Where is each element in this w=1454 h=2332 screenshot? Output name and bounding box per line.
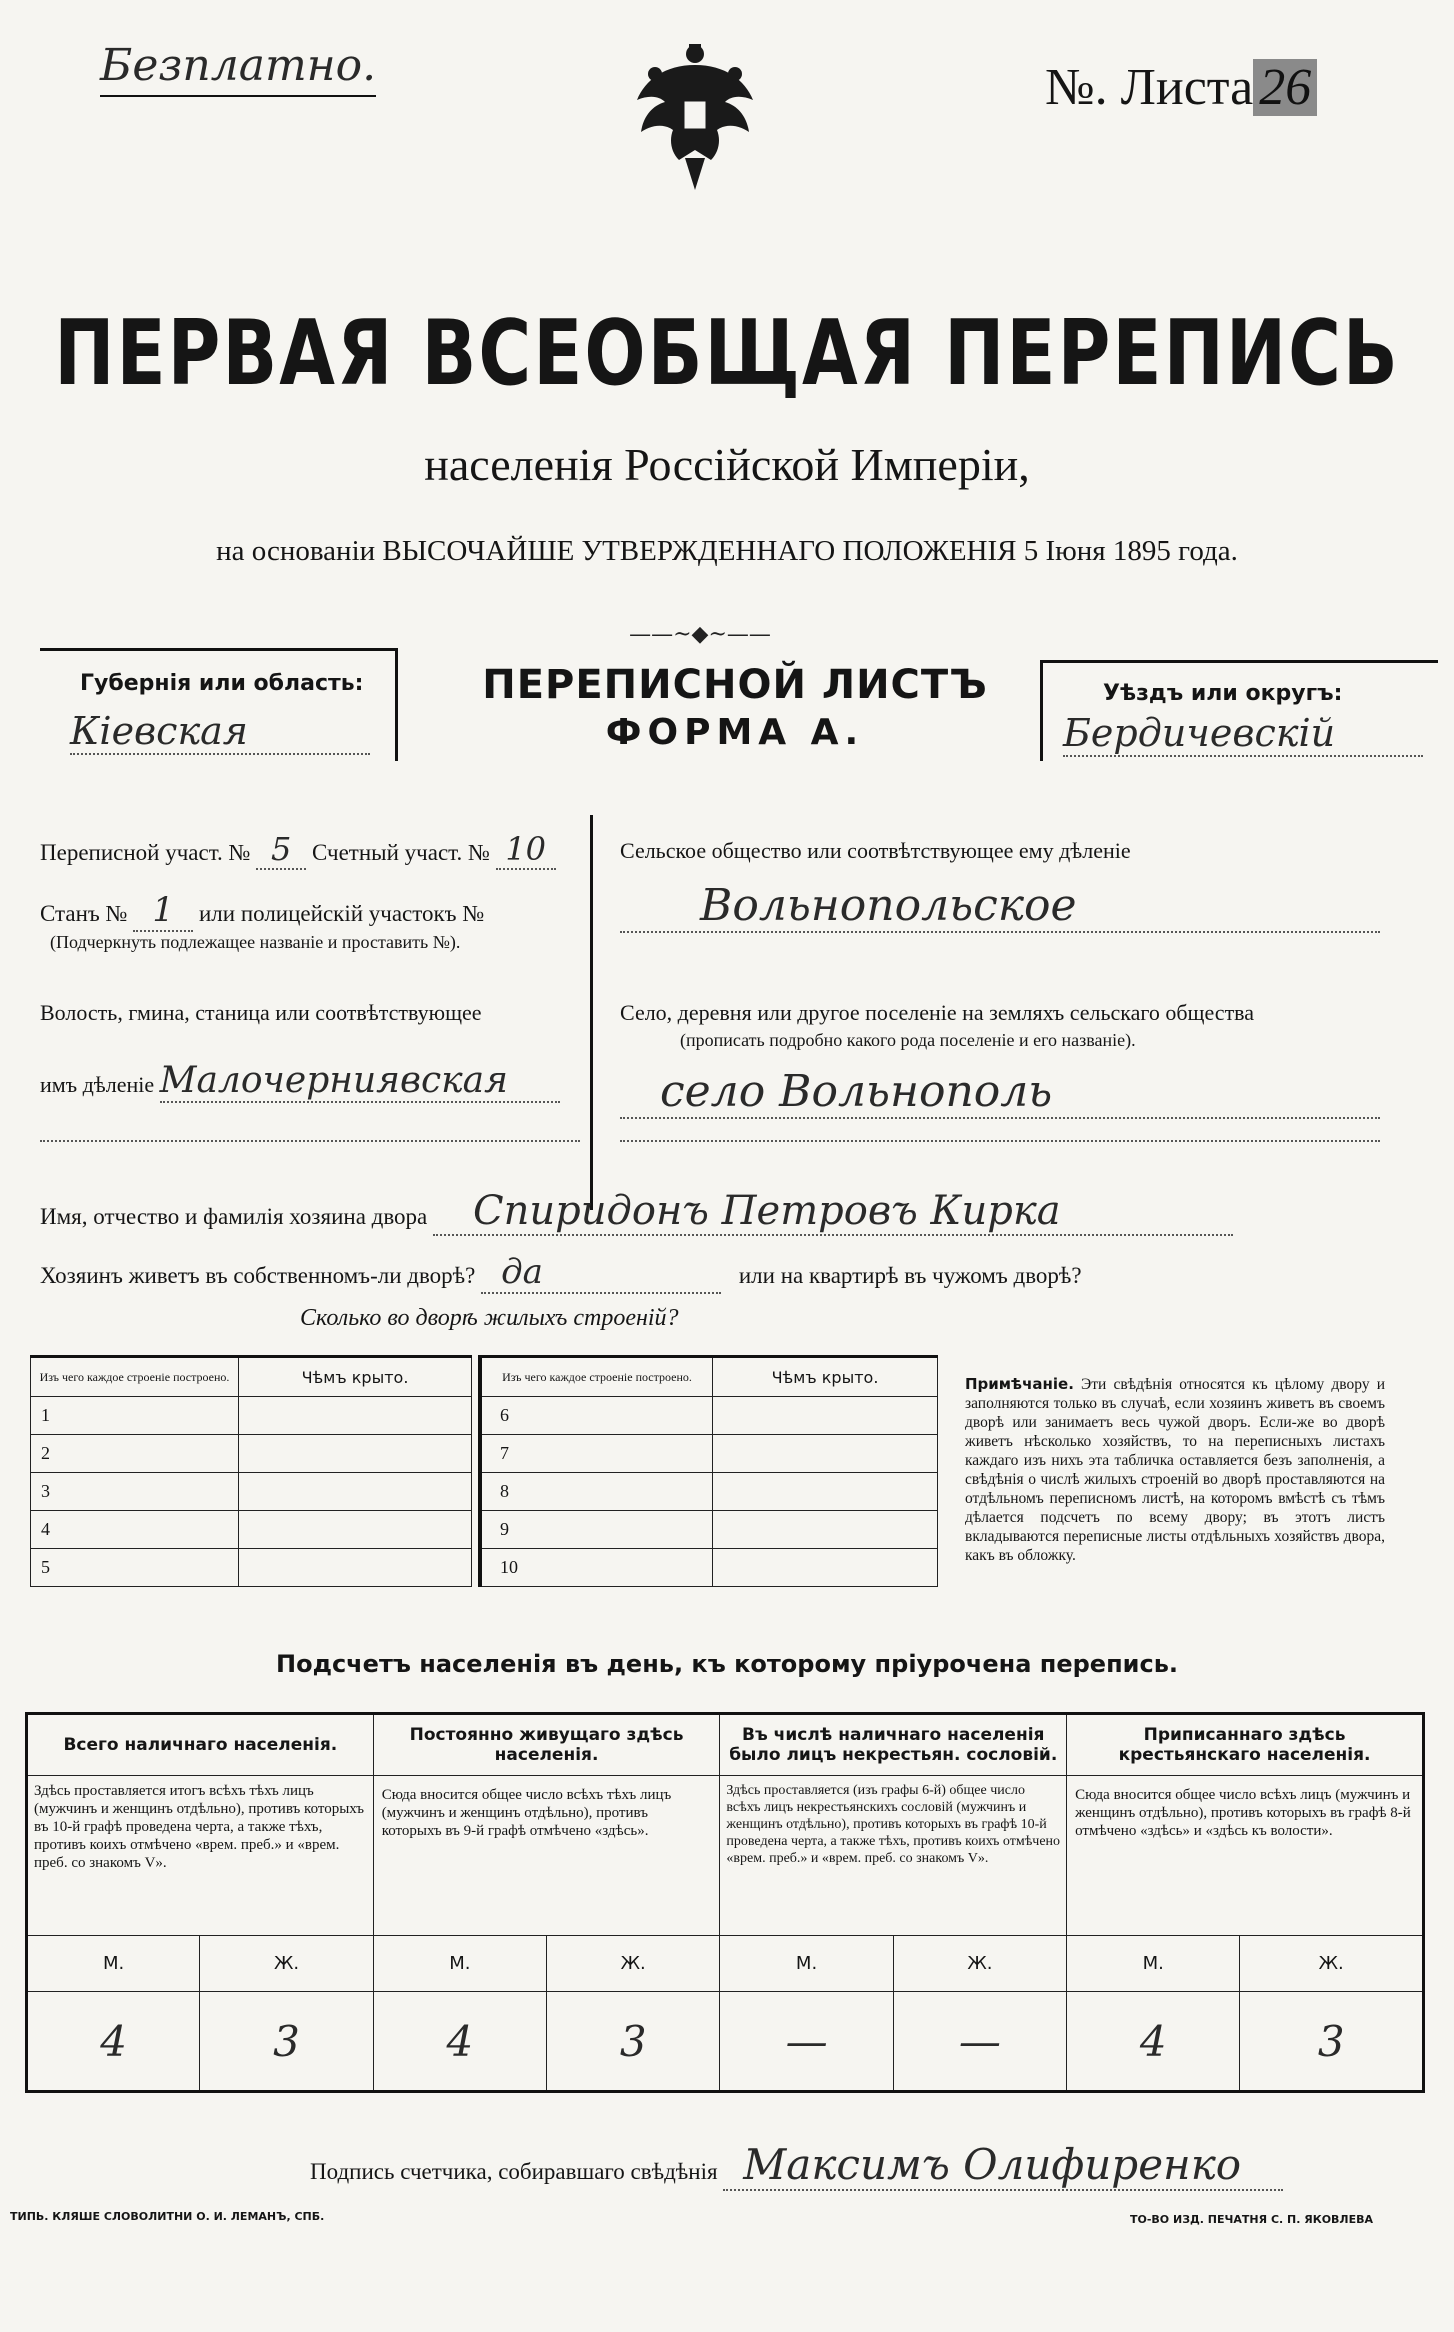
col-roof-header: Чѣмъ крыто. — [713, 1357, 938, 1397]
owner-name-row — [40, 1188, 1380, 1236]
owner-own-row — [40, 1252, 1420, 1294]
male-count: — — [720, 1992, 893, 2092]
owner-rent-label: или на квартирѣ въ чужомъ дворѣ? — [738, 1263, 1082, 1288]
sheet-number-label — [1045, 58, 1317, 117]
building-roof-cell — [239, 1511, 472, 1549]
buildings-table-left — [30, 1355, 472, 1587]
signature-value: Максимъ Олифиренко — [723, 2140, 1283, 2191]
village-label: Село, деревня или другое поселеніе на земляхъ сельскаго общества — [620, 1000, 1255, 1025]
female-header: Ж. — [1240, 1936, 1424, 1992]
owner-name-label: Имя, отчество и фамилія хозяина двора — [40, 1204, 428, 1229]
female-header: Ж. — [893, 1936, 1066, 1992]
building-roof-cell — [713, 1473, 938, 1511]
building-row-num: 9 — [480, 1511, 713, 1549]
pop-col-header: Постоянно живущаго здѣсь населенія. — [373, 1714, 720, 1776]
owner-own-value: да — [481, 1252, 721, 1294]
col-built-header: Изъ чего каждое строеніе построено. — [480, 1357, 713, 1397]
female-count: 3 — [1240, 1992, 1424, 2092]
sheet-number-value: 26 — [1253, 59, 1317, 116]
basis-line: на основаніи ВЫСОЧАЙШЕ УТВЕРЖДЕННАГО ПОЛОЖЕНІЯ 5 Іюня 1895 года. — [216, 535, 1238, 567]
society-label: Сельское общество или соотвѣтствующее ему дѣленіе — [620, 838, 1131, 863]
male-header: М. — [27, 1936, 200, 1992]
building-roof-cell — [239, 1549, 472, 1587]
pop-col-desc: Здѣсь проставляется (изъ графы 6-й) общее число всѣхъ лицъ некрестьянскихъ сословій (мужчинъ и женщинъ отдѣльно), противъ которыхъ въ графѣ 10-й проведена черта, а также тѣхъ, противъ коихъ отмѣчено «врем. преб.» и «врем. преб. со знакомъ V». — [720, 1776, 1067, 1936]
buildings-label: Сколько во дворѣ жилыхъ строеній? — [300, 1305, 679, 1331]
buildings-table-right — [478, 1355, 938, 1587]
col-built-header: Изъ чего каждое строеніе построено. — [31, 1357, 239, 1397]
form-title: ПЕРЕПИСНОЙ ЛИСТЪ — [482, 662, 988, 708]
male-header: М. — [373, 1936, 546, 1992]
gubernia-value: Кіевская — [70, 709, 370, 755]
building-row-num: 10 — [480, 1549, 713, 1587]
col-roof-header: Чѣмъ крыто. — [239, 1357, 472, 1397]
volost-extra-line — [40, 1140, 580, 1142]
pop-col-desc: Сюда вносится общее число всѣхъ тѣхъ лицъ (мужчинъ и женщинъ отдѣльно), противъ которыхъ въ 9-й графѣ отмѣчено «здѣсь». — [373, 1776, 720, 1936]
building-row-num: 1 — [31, 1397, 239, 1435]
note-title: Примѣчаніе. — [965, 1375, 1074, 1393]
population-table — [25, 1712, 1425, 2093]
male-count: 4 — [1067, 1992, 1240, 2092]
buildings-row — [300, 1305, 679, 1332]
police-label: или полицейскій участокъ № — [198, 901, 485, 926]
stan-row — [40, 890, 580, 932]
pop-col-desc: Сюда вносится общее число всѣхъ лицъ (мужчинъ и женщинъ отдѣльно), противъ которыхъ въ графѣ 8-й отмѣчено «здѣсь» и «здѣсь къ волости». — [1067, 1776, 1424, 1936]
female-count: — — [893, 1992, 1066, 2092]
building-row-num: 6 — [480, 1397, 713, 1435]
gubernia-label: Губернія или область: — [80, 671, 364, 696]
pop-col-header: Всего наличнаго населенія. — [27, 1714, 374, 1776]
volost-row — [40, 1060, 590, 1103]
village-extra-line — [620, 1140, 1380, 1142]
volost-value: Малочерниявская — [160, 1060, 560, 1103]
location-divider — [590, 815, 593, 1210]
ornament-divider: ——~◆~—— — [629, 622, 771, 647]
owner-name-value: Спиридонъ Петровъ Кирка — [433, 1188, 1233, 1236]
stan-value: 1 — [133, 890, 193, 932]
stan-label: Станъ № — [40, 901, 128, 926]
printer-left: ТИПЬ. КЛЯШЕ СЛОВОЛИТНИ О. И. ЛЕМАНЪ, СПБ. — [10, 2210, 325, 2223]
male-count: 4 — [373, 1992, 546, 2092]
form-title-block — [395, 648, 1075, 758]
form-header-band — [40, 648, 1435, 768]
building-row-num: 7 — [480, 1435, 713, 1473]
building-row-num: 4 — [31, 1511, 239, 1549]
form-subtitle: ФОРМА А. — [605, 712, 865, 753]
signature-row — [310, 2140, 1390, 2191]
census-section-row — [40, 830, 570, 870]
uezd-value: Бердичевскій — [1063, 711, 1423, 757]
village-note: (прописать подробно какого рода поселеніе и его названіе). — [680, 1030, 1136, 1050]
signature-label: Подпись счетчика, собиравшаго свѣдѣнія — [310, 2159, 718, 2184]
gubernia-box — [40, 648, 398, 761]
building-roof-cell — [713, 1397, 938, 1435]
female-header: Ж. — [200, 1936, 373, 1992]
free-label: Безплатно. — [100, 40, 376, 97]
building-row-num: 3 — [31, 1473, 239, 1511]
building-row-num: 8 — [480, 1473, 713, 1511]
pop-col-header: Въ числѣ наличнаго населенія было лицъ некрестьян. сословій. — [720, 1714, 1067, 1776]
volost-label: Волость, гмина, станица или соотвѣтствующее — [40, 1000, 482, 1025]
female-header: Ж. — [547, 1936, 720, 1992]
building-roof-cell — [239, 1435, 472, 1473]
note-text: Эти свѣдѣнія относятся къ цѣлому двору и заполняются только въ случаѣ, если хозяинъ живетъ въ своемъ дворѣ или занимаетъ весь чужой дворъ. Если-же во дворѣ живетъ нѣсколько хозяйствъ, то на переписныхъ листахъ каждаго изъ нихъ эта табличка оставляется безъ заполненія, а свѣдѣнія о числѣ жилыхъ строеній во дворѣ проставляются на отдѣльномъ переписномъ листѣ, на которомъ вмѣстѣ съ тѣмъ дѣлается подсчетъ по всему двору; въ этотъ листъ вкладываются переписные листы отдѣльныхъ хозяйствъ двора, какъ въ обложку. — [965, 1376, 1386, 1564]
building-row-num: 2 — [31, 1435, 239, 1473]
building-row-num: 5 — [31, 1549, 239, 1587]
uezd-box — [1040, 660, 1438, 761]
building-roof-cell — [713, 1511, 938, 1549]
uezd-label: Уѣздъ или округъ: — [1103, 681, 1343, 706]
owner-own-label: Хозяинъ живетъ въ собственномъ-ли дворѣ? — [40, 1263, 476, 1288]
male-count: 4 — [27, 1992, 200, 2092]
population-title: Подсчетъ населенія въ день, къ которому пріурочена перепись. — [276, 1650, 1178, 1678]
female-count: 3 — [547, 1992, 720, 2092]
building-roof-cell — [239, 1397, 472, 1435]
note-block — [965, 1375, 1385, 1565]
page-subtitle: населенія Россійской Имперіи, — [424, 439, 1030, 490]
pop-col-header: Приписаннаго здѣсь крестьянскаго населенія. — [1067, 1714, 1424, 1776]
page-title: ПЕРВАЯ ВСЕОБЩАЯ ПЕРЕПИСЬ — [54, 300, 1400, 405]
coat-of-arms-icon — [625, 40, 765, 200]
census-section-value: 5 — [256, 830, 306, 870]
pop-col-desc: Здѣсь проставляется итогъ всѣхъ тѣхъ лицъ (мужчинъ и женщинъ отдѣльно), противъ которыхъ въ 10-й графѣ проведена черта, а также тѣхъ, противъ коихъ отмѣчено «врем. преб.» и «врем. преб. со знакомъ V». — [27, 1776, 374, 1936]
printer-right: ТО-ВО ИЗД. ПЕЧАТНЯ С. П. ЯКОВЛЕВА — [1130, 2213, 1373, 2226]
male-header: М. — [1067, 1936, 1240, 1992]
building-roof-cell — [713, 1549, 938, 1587]
count-section-value: 10 — [496, 830, 556, 870]
female-count: 3 — [200, 1992, 373, 2092]
village-value: село Вольнополь — [620, 1066, 1380, 1119]
building-roof-cell — [239, 1473, 472, 1511]
building-roof-cell — [713, 1435, 938, 1473]
stan-note: (Подчеркнуть подлежащее названіе и проставить №). — [50, 932, 461, 952]
sheet-number-caption: №. Листа — [1045, 59, 1254, 116]
society-value: Вольнопольское — [620, 880, 1380, 933]
volost-label-2: имъ дѣленіе — [40, 1072, 155, 1097]
count-section-label: Счетный участ. № — [311, 840, 490, 865]
census-section-label: Переписной участ. № — [40, 840, 251, 865]
male-header: М. — [720, 1936, 893, 1992]
